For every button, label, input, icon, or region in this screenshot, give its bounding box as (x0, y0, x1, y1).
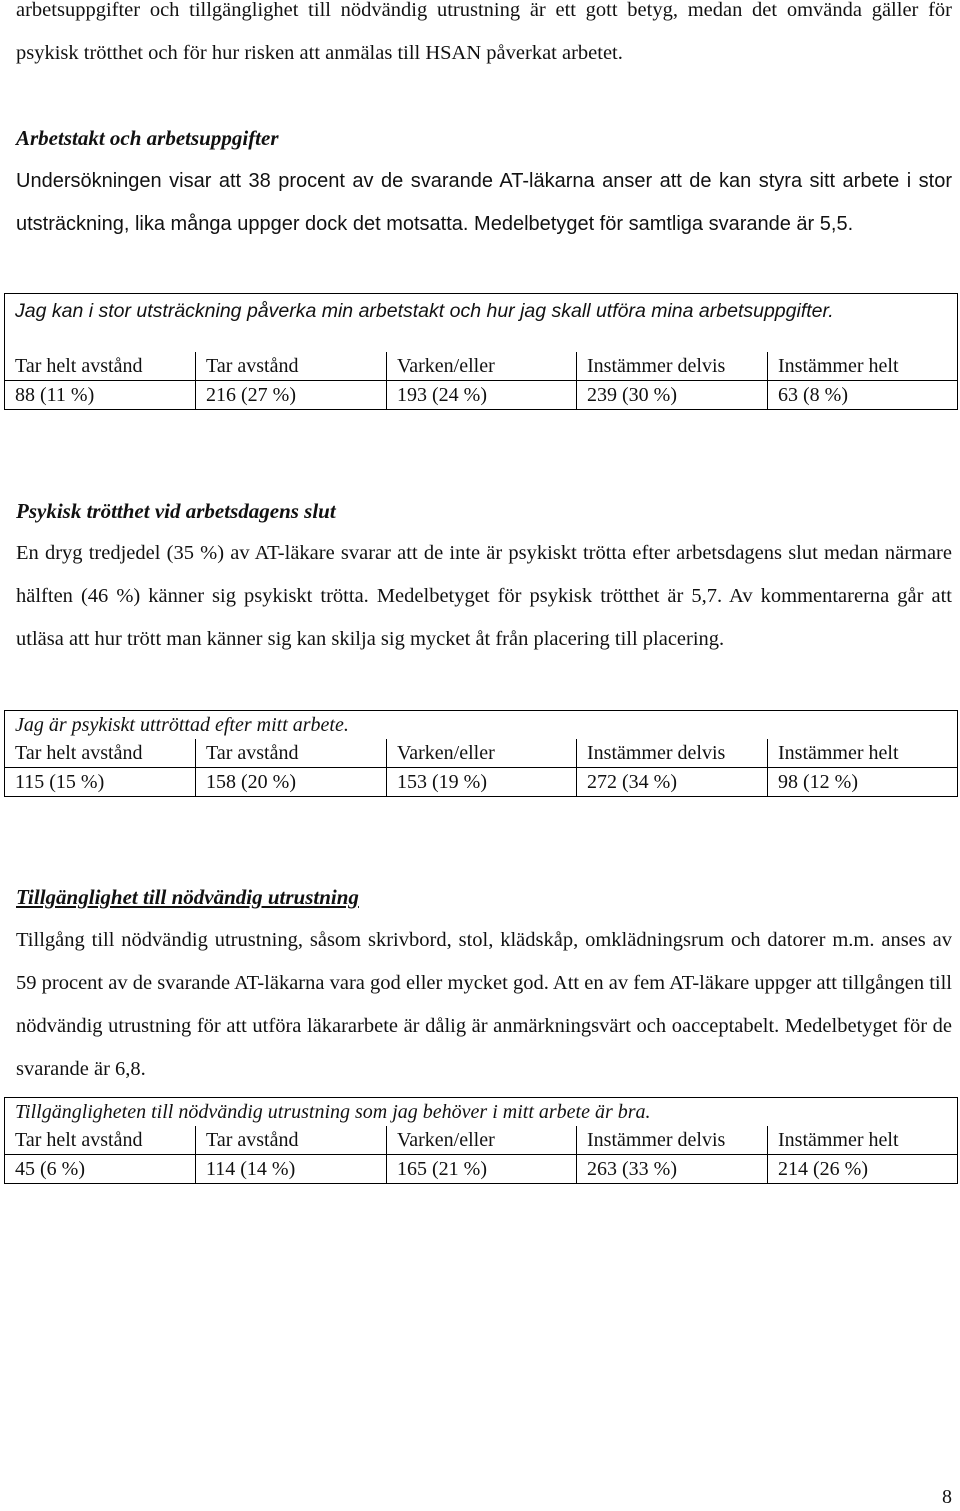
header-cell: Varken/eller (387, 1126, 577, 1155)
value-cell: 165 (21 %) (387, 1155, 577, 1184)
section-heading-arbetstakt: Arbetstakt och arbetsuppgifter (16, 126, 279, 150)
page-number: 8 (942, 1486, 952, 1508)
header-cell: Instämmer delvis (577, 739, 768, 768)
value-cell: 115 (15 %) (5, 768, 196, 797)
value-cell: 272 (34 %) (577, 768, 768, 797)
section-paragraph-utrustning: Tillgång till nödvändig utrustning, såsom skrivbord, stol, klädskåp, omklädningsrum och datorer m.m. anses av 59 procent av de svarande AT-läkarna vara god eller mycket god. Att en av fem AT-läkare uppger att tillgången till nödvändig utrustning för att utföra läkararbete är dålig är anmärkningsvärt och oacceptabelt. Medelbetyget för de svarande är 6,8. (16, 929, 952, 1080)
section-paragraph-arbetstakt (16, 160, 952, 246)
header-cell: Tar avstånd (196, 1126, 387, 1155)
section-paragraph-psykisk-trotthet: En dryg tredjedel (35 %) av AT-läkare svarar att de inte är psykiskt trötta efter arbetsdagens slut medan närmare hälften (46 %) känner sig psykiskt trötta. Medelbetyget för psykisk trötthet är 5,7. Av kommentarerna går att utläsa att hur trött man känner sig kan skilja sig mycket åt från placering till placering. (16, 542, 952, 650)
survey-question: Jag kan i stor utsträckning påverka min arbetstakt och hur jag skall utföra mina arbetsuppgifter. (5, 294, 958, 353)
paragraph-text: Undersökningen visar att 38 procent av de svarande AT-läkarna anser att de kan styra sitt arbete i stor utsträckning, lika många uppger dock det motsatta. (16, 170, 952, 235)
header-cell: Tar avstånd (196, 352, 387, 381)
survey-question: Jag är psykiskt uttröttad efter mitt arbete. (5, 711, 958, 740)
value-cell: 98 (12 %) (768, 768, 958, 797)
value-cell: 214 (26 %) (768, 1155, 958, 1184)
value-cell: 63 (8 %) (768, 381, 958, 410)
survey-table-psykisk-trotthet (4, 710, 958, 797)
value-cell: 193 (24 %) (387, 381, 577, 410)
header-cell: Instämmer delvis (577, 1126, 768, 1155)
intro-paragraph: arbetsuppgifter och tillgänglighet till nödvändig utrustning är ett gott betyg, medan det omvända gäller för psykisk trötthet och för hur risken att anmälas till HSAN påverkat arbetet. (16, 0, 952, 64)
section-heading-utrustning: Tillgänglighet till nödvändig utrustning (16, 885, 359, 909)
value-cell: 114 (14 %) (196, 1155, 387, 1184)
header-cell: Instämmer helt (768, 739, 958, 768)
header-cell: Instämmer helt (768, 352, 958, 381)
survey-table-arbetstakt (4, 293, 958, 410)
survey-question: Tillgängligheten till nödvändig utrustning som jag behöver i mitt arbete är bra. (5, 1098, 958, 1127)
header-cell: Tar avstånd (196, 739, 387, 768)
value-cell: 239 (30 %) (577, 381, 768, 410)
value-cell: 88 (11 %) (5, 381, 196, 410)
header-cell: Varken/eller (387, 739, 577, 768)
value-cell: 216 (27 %) (196, 381, 387, 410)
value-cell: 45 (6 %) (5, 1155, 196, 1184)
header-cell: Instämmer helt (768, 1126, 958, 1155)
survey-table-utrustning (4, 1097, 958, 1184)
header-cell: Tar helt avstånd (5, 352, 196, 381)
value-cell: 263 (33 %) (577, 1155, 768, 1184)
header-cell: Tar helt avstånd (5, 739, 196, 768)
header-cell: Varken/eller (387, 352, 577, 381)
header-cell: Instämmer delvis (577, 352, 768, 381)
section-heading-psykisk-trotthet: Psykisk trötthet vid arbetsdagens slut (16, 499, 336, 523)
value-cell: 153 (19 %) (387, 768, 577, 797)
value-cell: 158 (20 %) (196, 768, 387, 797)
header-cell: Tar helt avstånd (5, 1126, 196, 1155)
paragraph-text-mean: Medelbetyget för samtliga svarande är 5,5. (468, 213, 854, 235)
